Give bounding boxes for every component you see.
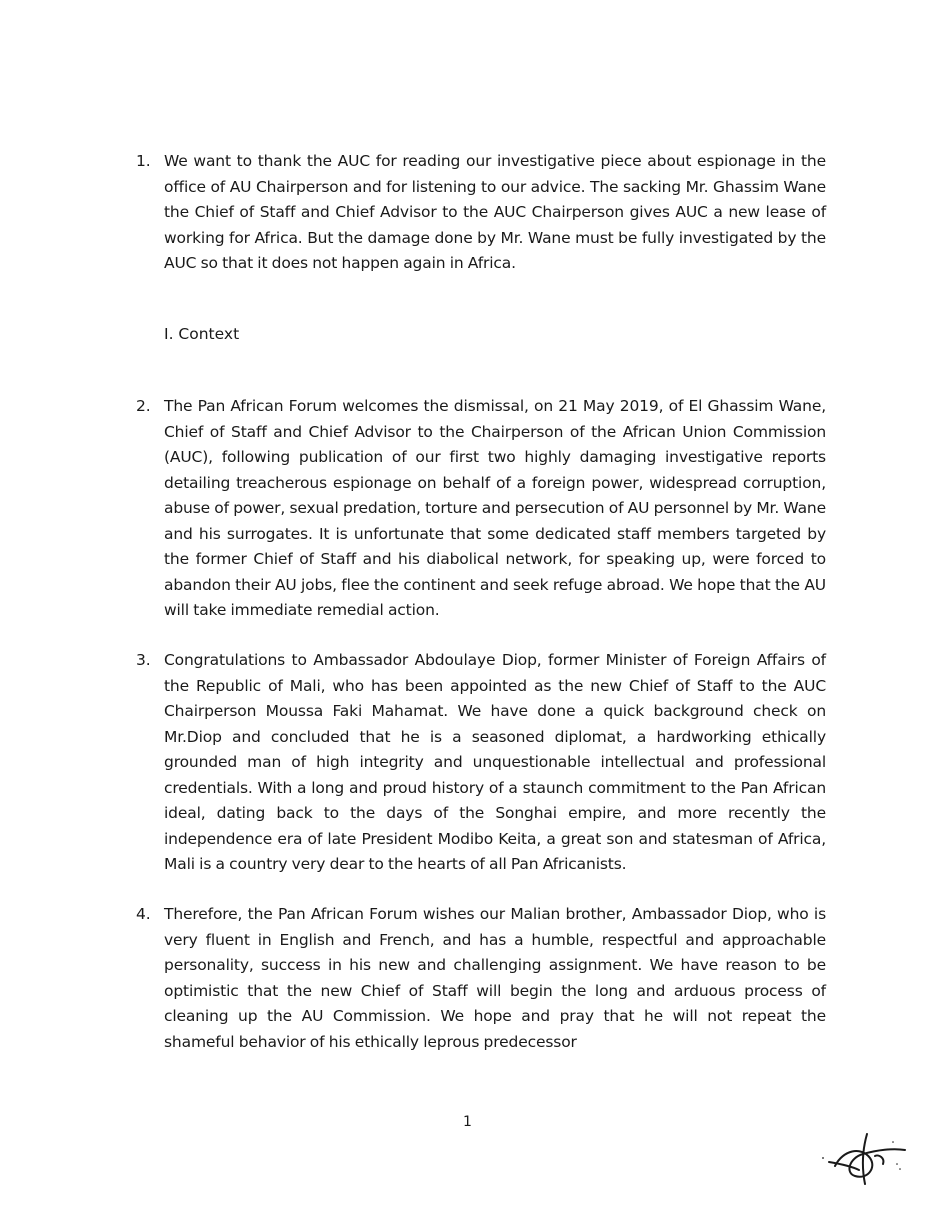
paragraph-text: Congratulations to Ambassador Abdoulaye Diop, former Minister of Foreign Affairs of the Republic of Mali, who has been appointed as the new Chief of Staff to the AUC Chairperson Moussa Faki Mahamat. We have done a quick background check on Mr.Diop and concluded that he is a seasoned diplomat, a hardworking ethically grounded man of high integrity and unquestionable intellectual and professional credentials. With a long and proud history of a staunch commitment to the Pan African ideal, dating back to the days of the Songhai empire, and more recently the independence era of late President Modibo Keita, a great son and statesman of Africa, Mali is a country very dear to the hearts of all Pan Africanists. xyxy=(164,651,826,873)
paragraph-3 xyxy=(136,648,826,878)
paragraph-number: 4. xyxy=(136,905,151,923)
signature-icon xyxy=(815,1128,910,1188)
paragraph-text: Therefore, the Pan African Forum wishes our Malian brother, Ambassador Diop, who is very fluent in English and French, and has a humble, respectful and approachable personality, success in his new and challenging assignment. We have reason to be optimistic that the new Chief of Staff will begin the long and arduous process of cleaning up the AU Commission. We hope and pray that he will not repeat the shameful behavior of his ethically leprous predecessor xyxy=(164,905,826,1051)
paragraph-number: 1. xyxy=(136,152,151,170)
paragraph-text: The Pan African Forum welcomes the dismissal, on 21 May 2019, of El Ghassim Wane, Chief of Staff and Chief Advisor to the Chairperson of the African Union Commission (AUC), following publication of our first two highly damaging investigative reports detailing treacherous espionage on behalf of a foreign power, widespread corruption, abuse of power, sexual predation, torture and persecution of AU personnel by Mr. Wane and his surrogates. It is unfortunate that some dedicated staff members targeted by the former Chief of Staff and his diabolical network, for speaking up, were forced to abandon their AU jobs, flee the continent and seek refuge abroad. We hope that the AU will take immediate remedial action. xyxy=(164,397,826,619)
paragraph-number: 3. xyxy=(136,651,151,669)
page-number: 1 xyxy=(463,1114,472,1130)
paragraph-text: We want to thank the AUC for reading our investigative piece about espionage in the office of AU Chairperson and for listening to our advice. The sacking Mr. Ghassim Wane the Chief of Staff and Chief Advisor to the AUC Chairperson gives AUC a new lease of working for Africa. But the damage done by Mr. Wane must be fully investigated by the AUC so that it does not happen again in Africa. xyxy=(164,152,826,272)
paragraph-2 xyxy=(136,394,826,624)
paragraph-number: 2. xyxy=(136,397,151,415)
paragraph-4 xyxy=(136,902,826,1055)
section-heading: I. Context xyxy=(164,325,240,343)
paragraph-1 xyxy=(136,149,826,277)
